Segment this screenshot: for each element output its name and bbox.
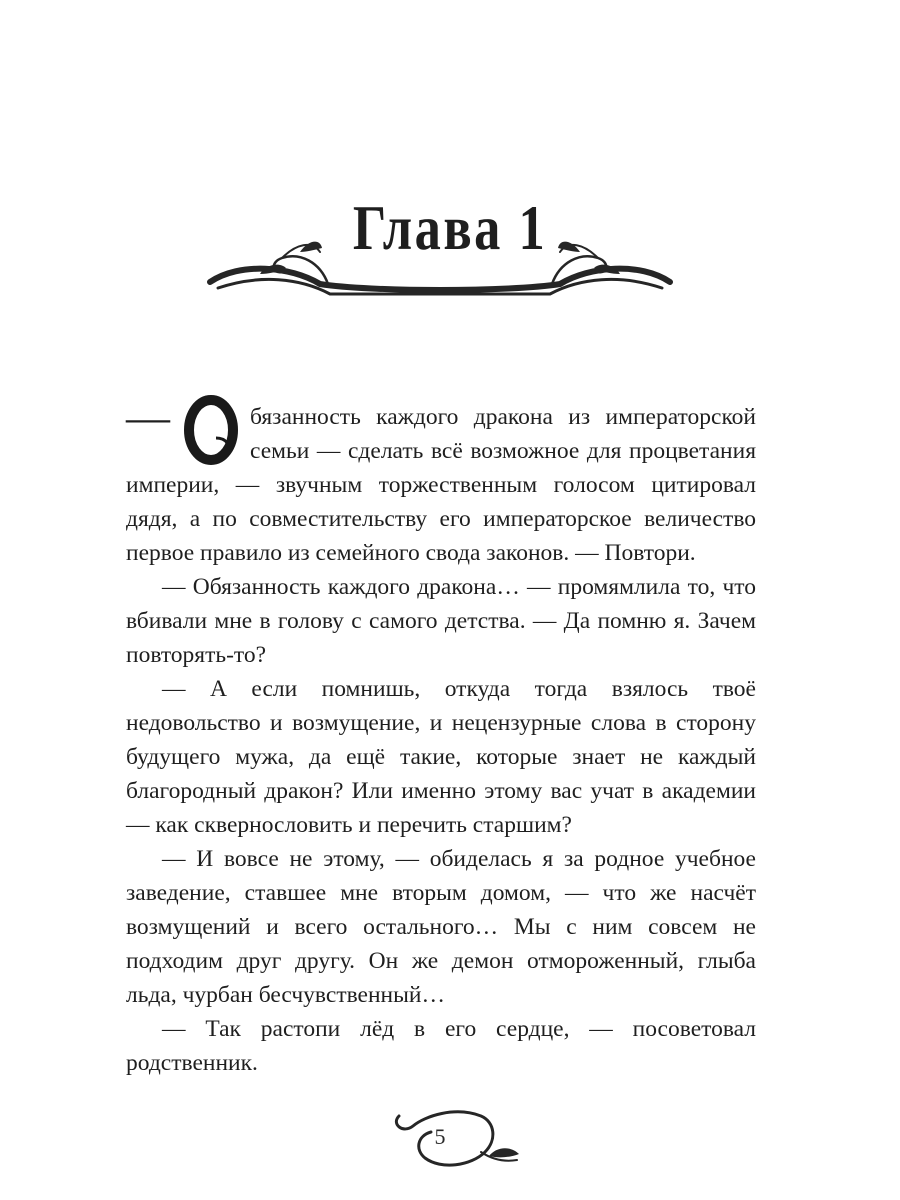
chapter-ornament (200, 222, 680, 308)
paragraph: — А если помнишь, откуда тогда взялось твоё недовольство и возмущение, и нецензурные слова в сторону будущего мужа, да ещё такие, которые знает не каждый благородный дракон? Или именно этому вас учат в академии — как сквернословить и перечить старшим? (126, 676, 756, 838)
paragraph: — Так растопи лёд в его сердце, — посоветовал родственник. (126, 1016, 756, 1076)
first-paragraph-text: бязанность каждого дракона из императорской семьи — сделать всё возможное для процветания империи, — звучным торжественным голосом цитировал дядя, а по совместительству его императорское величество первое правило из семейного свода законов. — Повтори. (126, 404, 756, 566)
paragraph: — И вовсе не этому, — обиделась я за родное учебное заведение, ставшее мне вторым домом, — что же насчёт возмущений и всего остального… Мы с ним совсем не подходим друг другу. Он же демон отмороженный, глыба льда, чурбан бесчувственный… (126, 846, 756, 1008)
page-number: 5 (434, 1124, 446, 1149)
chapter-title: Глава 1 (352, 192, 548, 263)
first-paragraph (126, 393, 756, 570)
dropcap-letter-o (178, 394, 244, 466)
paragraph: — Обязанность каждого дракона… — промямлила то, что вбивали мне в голову с самого детства. — Да помню я. Зачем повторять-то? (126, 574, 756, 668)
first-paragraph-dash: — (126, 393, 170, 442)
chapter-text (126, 393, 756, 1080)
